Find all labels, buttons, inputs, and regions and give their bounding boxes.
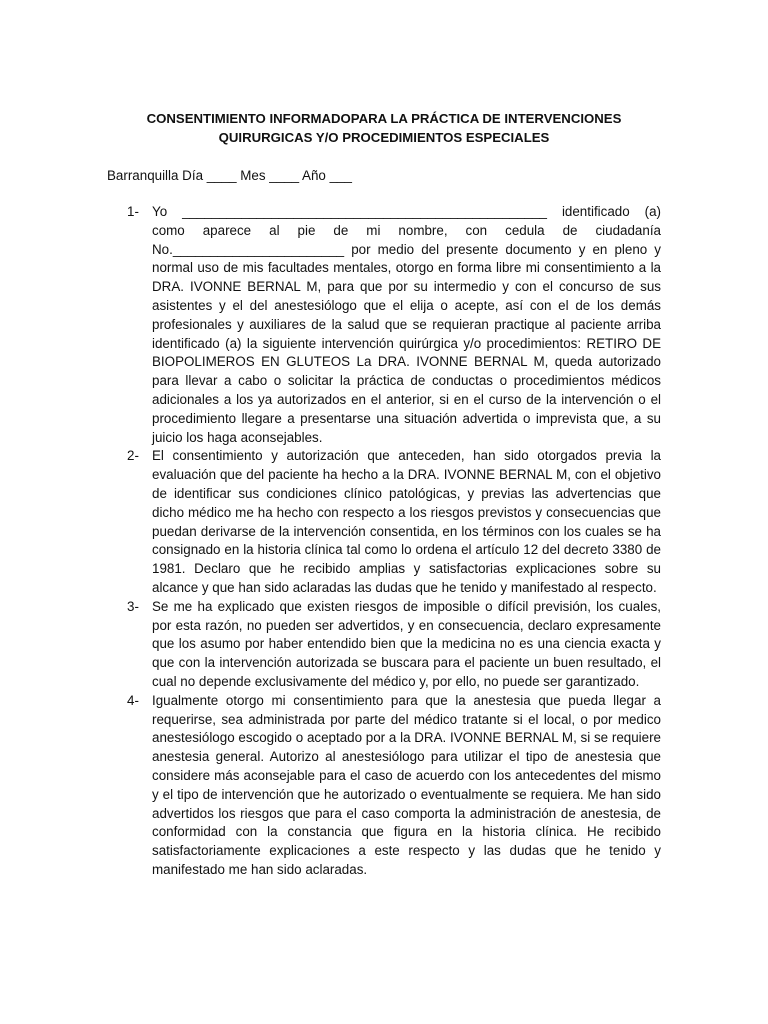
clause-text: Se me ha explicado que existen riesgos de imposible o difícil previsión, los cuales, por esta razón, no pueden ser advertidos, y en consecuencia, declaro expresamente que los asumo por haber entendido bien que la medicina no es una ciencia exacta y que con la intervención autorizada se buscara para el paciente un buen resultado, el cual no depende exclusivamente del médico y, por ello, no puede ser garantizado. [152, 598, 661, 689]
date-line: Barranquilla Día ____ Mes ____ Año ___ [107, 168, 352, 183]
clause-list [0, 203, 768, 880]
clause-number: 1- [127, 204, 139, 219]
clause-item-2 [0, 447, 768, 597]
clause-item-1 [0, 203, 768, 447]
clause-number: 3- [127, 598, 139, 614]
title-line-2: QUIRURGICAS Y/O PROCEDIMIENTOS ESPECIALES [218, 129, 550, 145]
clause-number: 2- [127, 448, 139, 464]
clause-text: Igualmente otorgo mi consentimiento para que la anestesia que pueda llegar a requerirse, sea administrada por parte del médico tratante si el local, o por medico anestesiólogo escogido o aceptado por a la DRA. IVONNE BERNAL M, si se requiere anestesia general. Autorizo al anestesiólogo para utilizar el tipo de anestesia que considere más aconsejable para el caso de acuerdo con los antecedentes del mismo y el tipo de intervención que he autorizado o eventualmente se requiera. Me han sido advertidos los riesgos que para el caso comporta la administración de anestesia, de conformidad con la constancia que figura en la historia clínica. He recibido satisfactoriamente explicaciones a este respecto y las dudas que he tenido y manifestado me han sido aclaradas. [152, 692, 661, 877]
clause-number: 4- [127, 692, 139, 708]
clause-item-4 [0, 692, 768, 880]
title-line-1: CONSENTIMIENTO INFORMADOPARA LA PRÁCTICA DE INTERVENCIONES [146, 111, 622, 126]
clause-text: Yo _________________________________________________ identificado (a) como aparece al pie de mi nombre, con cedula de ciudadanía No._______________________ por medio del presente documento y en pleno y normal uso de mis facultades mentales, otorgo en forma libre mi consentimiento a la DRA. IVONNE BERNAL M, para que por su intermedio y con el concurso de sus asistentes y el del anestesiólogo que el elija o acepte, así con el de los demás profesionales y auxiliares de la salud que se requieran practique al paciente arriba identificado (a) la siguiente intervención quirúrgica y/o procedimientos: RETIRO DE BIOPOLIMEROS EN GLUTEOS La DRA. IVONNE BERNAL M, queda autorizado para llevar a cabo o solicitar la práctica de conductas o procedimientos médicos adicionales a los ya autorizados en el anterior, si en el curso de la intervención o el procedimiento llegare a presentarse una situación advertida o imprevista que, a su juicio los haga aconsejables. [152, 204, 661, 445]
clause-item-3 [0, 598, 768, 692]
document-title [100, 110, 668, 147]
clause-text: El consentimiento y autorización que anteceden, han sido otorgados previa la evaluación que del paciente ha hecho a la DRA. IVONNE BERNAL M, con el objetivo de identificar sus condiciones clínico patológicas, y previas las advertencias que dicho médico me ha hecho con respecto a los riesgos previstos y consecuencias que puedan derivarse de la intervención consentida, en los términos con los cuales se ha consignado en la historia clínica tal como lo ordena el artículo 12 del decreto 3380 de 1981. Declaro que he recibido amplias y satisfactorias explicaciones sobre su alcance y que han sido aclaradas las dudas que he tenido y manifestado al respecto. [152, 448, 661, 595]
